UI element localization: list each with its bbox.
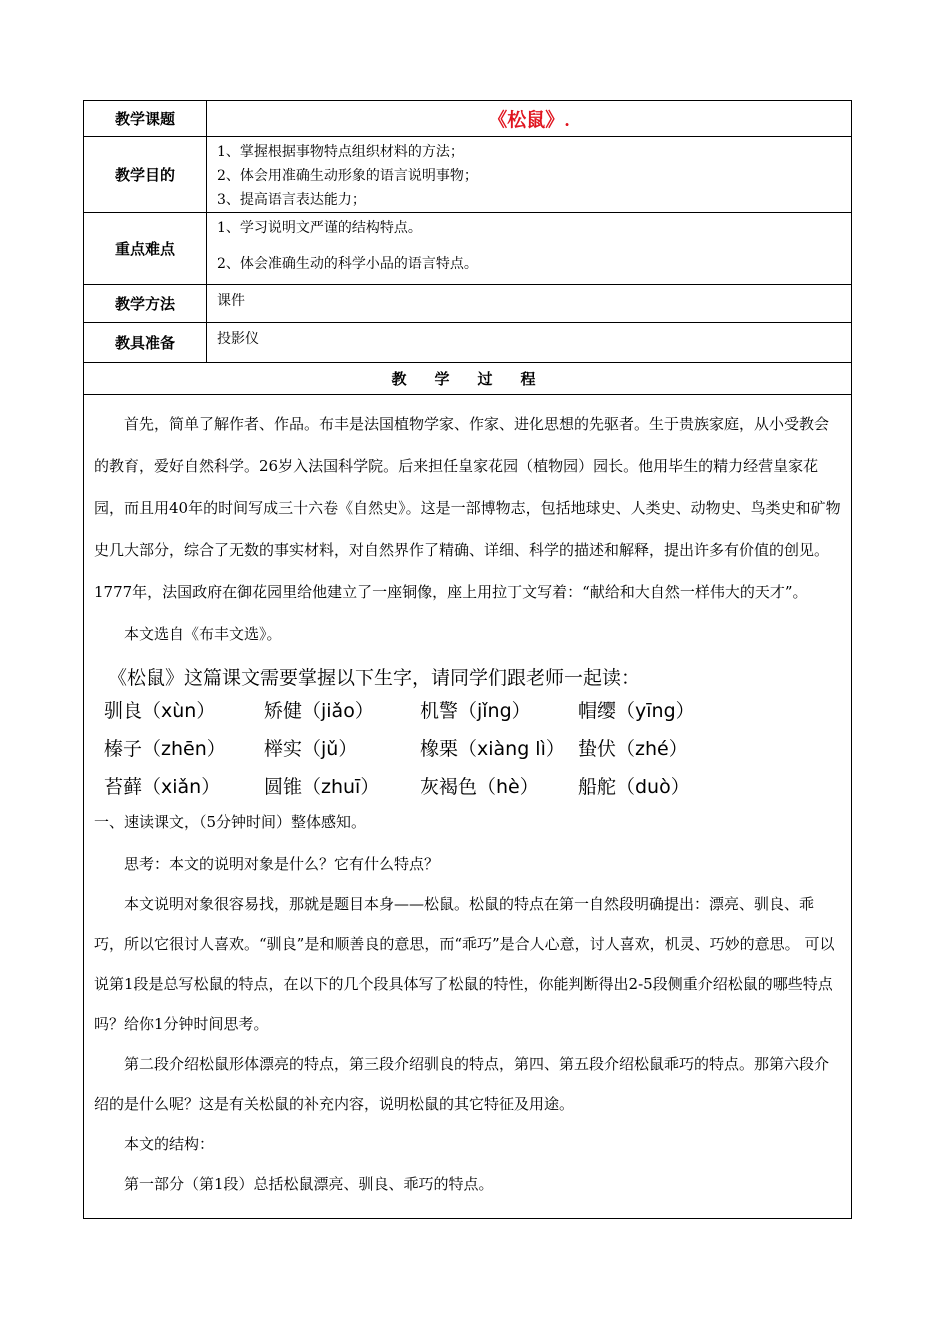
vocab-item: 驯良（xùn） — [104, 700, 216, 722]
vocab-item: 橡栗（xiàng lì） — [420, 738, 565, 760]
equipment-value: 投影仪 — [207, 323, 852, 363]
answer-paragraph: 本文说明对象很容易找，那就是题目本身——松鼠。松鼠的特点在第一自然段明确提出：漂亮、驯良、乖巧，所以它很讨人喜欢。“驯良”是和顺善良的意思，而“乖巧”是合人心意，讨人喜欢，机灵、巧妙的意思。 可以说第1段是总写松鼠的特点，在以下的几个段具体写了松鼠的特性，你能判断得出2-5段侧重介绍松鼠的哪些特点吗？给你1分钟时间思考。 — [94, 895, 835, 1033]
topic-cell: 《松鼠》. — [207, 101, 852, 137]
vocab-item: 帽缨（yīng） — [578, 700, 695, 722]
intro-paragraph: 首先，简单了解作者、作品。布丰是法国植物学家、作家、进化思想的先驱者。生于贵族家庭，从小受教会的教育，爱好自然科学。26岁入法国科学院。后来担任皇家花园（植物园）园长。他用毕生的精力经营皇家花园，而且用40年的时间写成三十六卷《自然史》。这是一部博物志，包括地球史、人类史、动物史、鸟类史和矿物史几大部分，综合了无数的事实材料，对自然界作了精确、详细、科学的描述和解释，提出许多有价值的创见。1777年，法国政府在御花园里给他建立了一座铜像，座上用拉丁文写着：“献给和大自然一样伟大的天才”。 — [94, 415, 841, 601]
row-topic — [84, 101, 852, 137]
row-method — [84, 285, 852, 323]
summary-paragraph: 第二段介绍松鼠形体漂亮的特点，第三段介绍驯良的特点，第四、第五段介绍松鼠乖巧的特点。那第六段介绍的是什么呢？这是有关松鼠的补充内容，说明松鼠的其它特征及用途。 — [94, 1055, 830, 1113]
key-point-line: 1、学习说明文严谨的结构特点。 — [217, 220, 422, 236]
lesson-plan-page — [83, 100, 852, 1219]
key-point-line: 2、体会准确生动的科学小品的语言特点。 — [217, 256, 478, 272]
goal-line: 3、提高语言表达能力； — [217, 192, 366, 208]
vocab-intro: 《松鼠》这篇课文需要掌握以下生字，请同学们跟老师一起读： — [108, 667, 641, 689]
vocab-item: 蛰伏（zhé） — [578, 738, 688, 760]
label-key-points: 重点难点 — [84, 213, 207, 285]
vocab-item: 灰褐色（hè） — [420, 776, 539, 798]
vocab-item: 船舵（duò） — [578, 776, 690, 798]
row-goals — [84, 137, 852, 213]
goal-line: 2、体会用准确生动形象的语言说明事物； — [217, 168, 478, 184]
goal-line: 1、掌握根据事物特点组织材料的方法； — [217, 144, 464, 160]
structure-label: 本文的结构： — [124, 1135, 215, 1153]
process-heading: 教学过程 — [84, 363, 852, 395]
lesson-plan-table — [83, 100, 852, 1219]
row-key-points — [84, 213, 852, 285]
method-value: 课件 — [207, 285, 852, 323]
label-method: 教学方法 — [84, 285, 207, 323]
vocab-item: 榉实（jǔ） — [264, 738, 358, 760]
label-topic: 教学课题 — [84, 101, 207, 137]
vocab-grid — [104, 696, 841, 802]
row-equipment — [84, 323, 852, 363]
label-equipment: 教具准备 — [84, 323, 207, 363]
vocab-item: 榛子（zhēn） — [104, 738, 226, 760]
label-goals: 教学目的 — [84, 137, 207, 213]
goals-cell — [207, 137, 852, 213]
row-process-heading — [84, 363, 852, 395]
source-paragraph: 本文选自《布丰文选》。 — [124, 625, 282, 643]
lesson-title: 《松鼠》 — [488, 109, 565, 131]
key-points-cell — [207, 213, 852, 285]
row-process-body — [84, 395, 852, 1219]
part-one: 第一部分（第1段）总括松鼠漂亮、驯良、乖巧的特点。 — [124, 1175, 494, 1193]
vocab-item: 圆锥（zhuī） — [264, 776, 380, 798]
step-one: 一、速读课文，（5分钟时间）整体感知。 — [94, 813, 367, 831]
process-body — [84, 395, 852, 1219]
vocab-item: 机警（jǐng） — [420, 700, 531, 722]
vocab-item: 矫健（jiǎo） — [264, 700, 374, 722]
vocab-item: 苔藓（xiǎn） — [104, 776, 221, 798]
think-question: 思考：本文的说明对象是什么？它有什么特点？ — [124, 855, 440, 873]
